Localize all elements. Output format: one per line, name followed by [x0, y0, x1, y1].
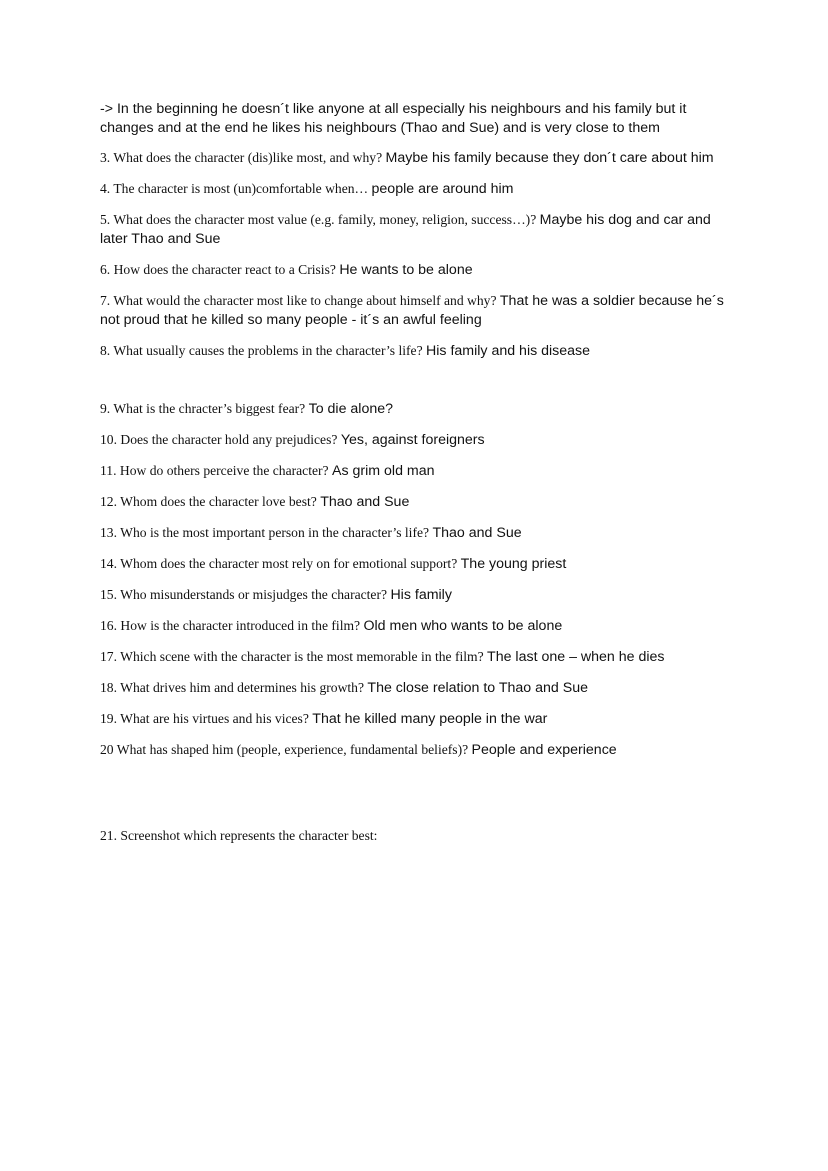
question-text: 17. Which scene with the character is the most memorable in the film?	[100, 649, 488, 664]
question-item	[100, 260, 740, 280]
answer-text: His family and his disease	[426, 343, 591, 359]
question-item	[100, 585, 740, 605]
answer-text: The young priest	[460, 556, 567, 572]
document-page	[100, 100, 740, 845]
question-item	[100, 399, 740, 419]
question-text: 3. What does the character (dis)like most, and why?	[100, 150, 386, 165]
question-text: 13. Who is the most important person in the character’s life?	[100, 525, 433, 540]
answer-text: As grim old man	[332, 463, 435, 479]
section-1	[100, 148, 740, 361]
question-item	[100, 554, 740, 574]
question-item	[100, 461, 740, 481]
question-text: 6. How does the character react to a Crisis?	[100, 262, 340, 277]
answer-text: His family	[390, 587, 452, 603]
question-item	[100, 341, 740, 361]
question-text: 12. Whom does the character love best?	[100, 494, 321, 509]
answer-text: He wants to be alone	[339, 262, 473, 278]
answer-text: people are around him	[371, 181, 514, 197]
answer-text: To die alone?	[308, 401, 394, 417]
question-item	[100, 492, 740, 512]
question-text: 8. What usually causes the problems in the character’s life?	[100, 343, 427, 358]
answer-text: The last one – when he dies	[487, 649, 665, 665]
question-item	[100, 740, 740, 760]
answer-text: The close relation to Thao and Sue	[367, 680, 588, 696]
answer-text: People and experience	[471, 742, 617, 758]
question-text: 9. What is the chracter’s biggest fear?	[100, 401, 309, 416]
answer-text: That he killed many people in the war	[312, 711, 548, 727]
question-text: 10. Does the character hold any prejudices?	[100, 432, 341, 447]
question-text: 7. What would the character most like to change about himself and why?	[100, 293, 500, 308]
answer-text: Maybe his dog and car and later Thao and Sue	[100, 212, 711, 247]
question-item	[100, 709, 740, 729]
answer-text: Thao and Sue	[432, 525, 522, 541]
question-item	[100, 148, 740, 168]
question-item	[100, 647, 740, 667]
question-item	[100, 210, 740, 249]
answer-text: Thao and Sue	[320, 494, 410, 510]
answer-text: Maybe his family because they don´t care about him	[385, 150, 714, 166]
question-text: 11. How do others perceive the character?	[100, 463, 332, 478]
question-item	[100, 291, 740, 330]
final-question: 21. Screenshot which represents the character best:	[100, 828, 378, 843]
question-text: 19. What are his virtues and his vices?	[100, 711, 313, 726]
question-item	[100, 430, 740, 450]
question-text: 14. Whom does the character most rely on for emotional support?	[100, 556, 461, 571]
question-item	[100, 616, 740, 636]
question-item	[100, 179, 740, 199]
question-item	[100, 678, 740, 698]
question-text: 4. The character is most (un)comfortable when…	[100, 181, 372, 196]
intro-paragraph: -> In the beginning he doesn´t like anyone at all especially his neighbours and his family but it changes and at the end he likes his neighbours (Thao and Sue) and is very close to them	[100, 101, 687, 136]
answer-text: Old men who wants to be alone	[363, 618, 563, 634]
question-text: 15. Who misunderstands or misjudges the character?	[100, 587, 391, 602]
answer-text: That he was a soldier because he´s not proud that he killed so many people - it´s an awful feeling	[100, 293, 724, 328]
question-text: 18. What drives him and determines his growth?	[100, 680, 368, 695]
question-text: 20 What has shaped him (people, experience, fundamental beliefs)?	[100, 742, 472, 757]
question-text: 5. What does the character most value (e.g. family, money, religion, success…)?	[100, 212, 540, 227]
section-2	[100, 399, 740, 760]
answer-text: Yes, against foreigners	[340, 432, 485, 448]
question-item	[100, 523, 740, 543]
question-text: 16. How is the character introduced in the film?	[100, 618, 364, 633]
